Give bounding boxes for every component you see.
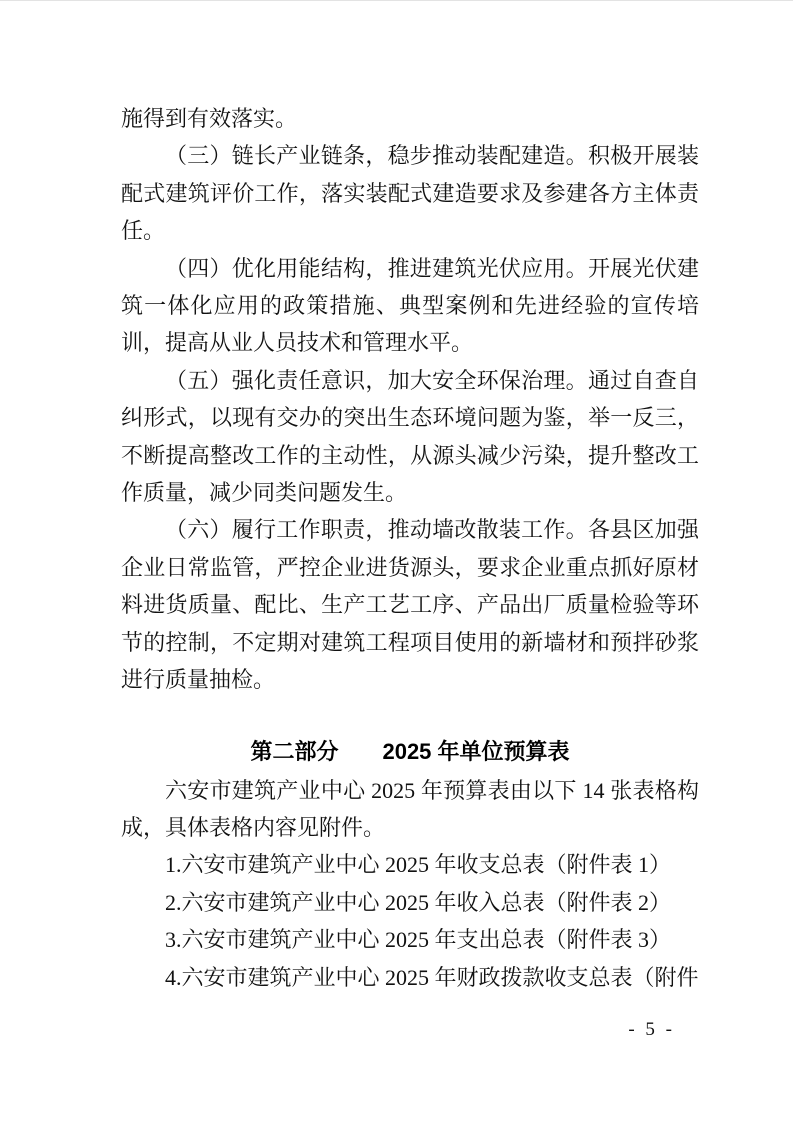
body-paragraph-item-4: （四）优化用能结构，推进建筑光伏应用。开展光伏建筑一体化应用的政策措施、典型案例和先进经验的宣传培训，提高从业人员技术和管理水平。 — [121, 255, 699, 356]
body-paragraph-continuation: 施得到有效落实。 — [121, 106, 298, 131]
attachment-list-item-3: 3.六安市建筑产业中心 2025 年支出总表（附件表 3） — [165, 927, 672, 953]
body-paragraph-item-5: （五）强化责任意识，加大安全环保治理。通过自查自纠形式，以现有交办的突出生态环境问题为鉴，举一反三，不断提高整改工作的主动性，从源头减少污染，提升整改工作质量，减少同类问题发生。 — [121, 367, 699, 506]
attachment-list-item-2: 2.六安市建筑产业中心 2025 年收入总表（附件表 2） — [165, 889, 672, 915]
attachment-list-item-4: 4.六安市建筑产业中心 2025 年财政拨款收支总表（附件 — [165, 964, 699, 990]
section-intro-paragraph: 六安市建筑产业中心 2025 年预算表由以下 14 张表格构成，具体表格内容见附件。 — [121, 777, 699, 840]
body-paragraph-item-6: （六）履行工作职责，推动墙改散装工作。各县区加强企业日常监管，严控企业进货源头，要求企业重点抓好原材料进货质量、配比、生产工艺工序、产品出厂质量检验等环节的控制，不定期对建筑工程项目使用的新墙材和预拌砂浆进行质量抽检。 — [121, 517, 699, 693]
attachment-list-item-1: 1.六安市建筑产业中心 2025 年收支总表（附件表 1） — [165, 852, 672, 878]
section-heading: 第二部分 2025 年单位预算表 — [250, 738, 570, 764]
page-number: - 5 - — [628, 1019, 675, 1040]
body-paragraph-item-3: （三）链长产业链条，稳步推动装配建造。积极开展装配式建筑评价工作，落实装配式建造要求及参建各方主体责任。 — [121, 143, 699, 244]
document-body — [121, 100, 699, 996]
